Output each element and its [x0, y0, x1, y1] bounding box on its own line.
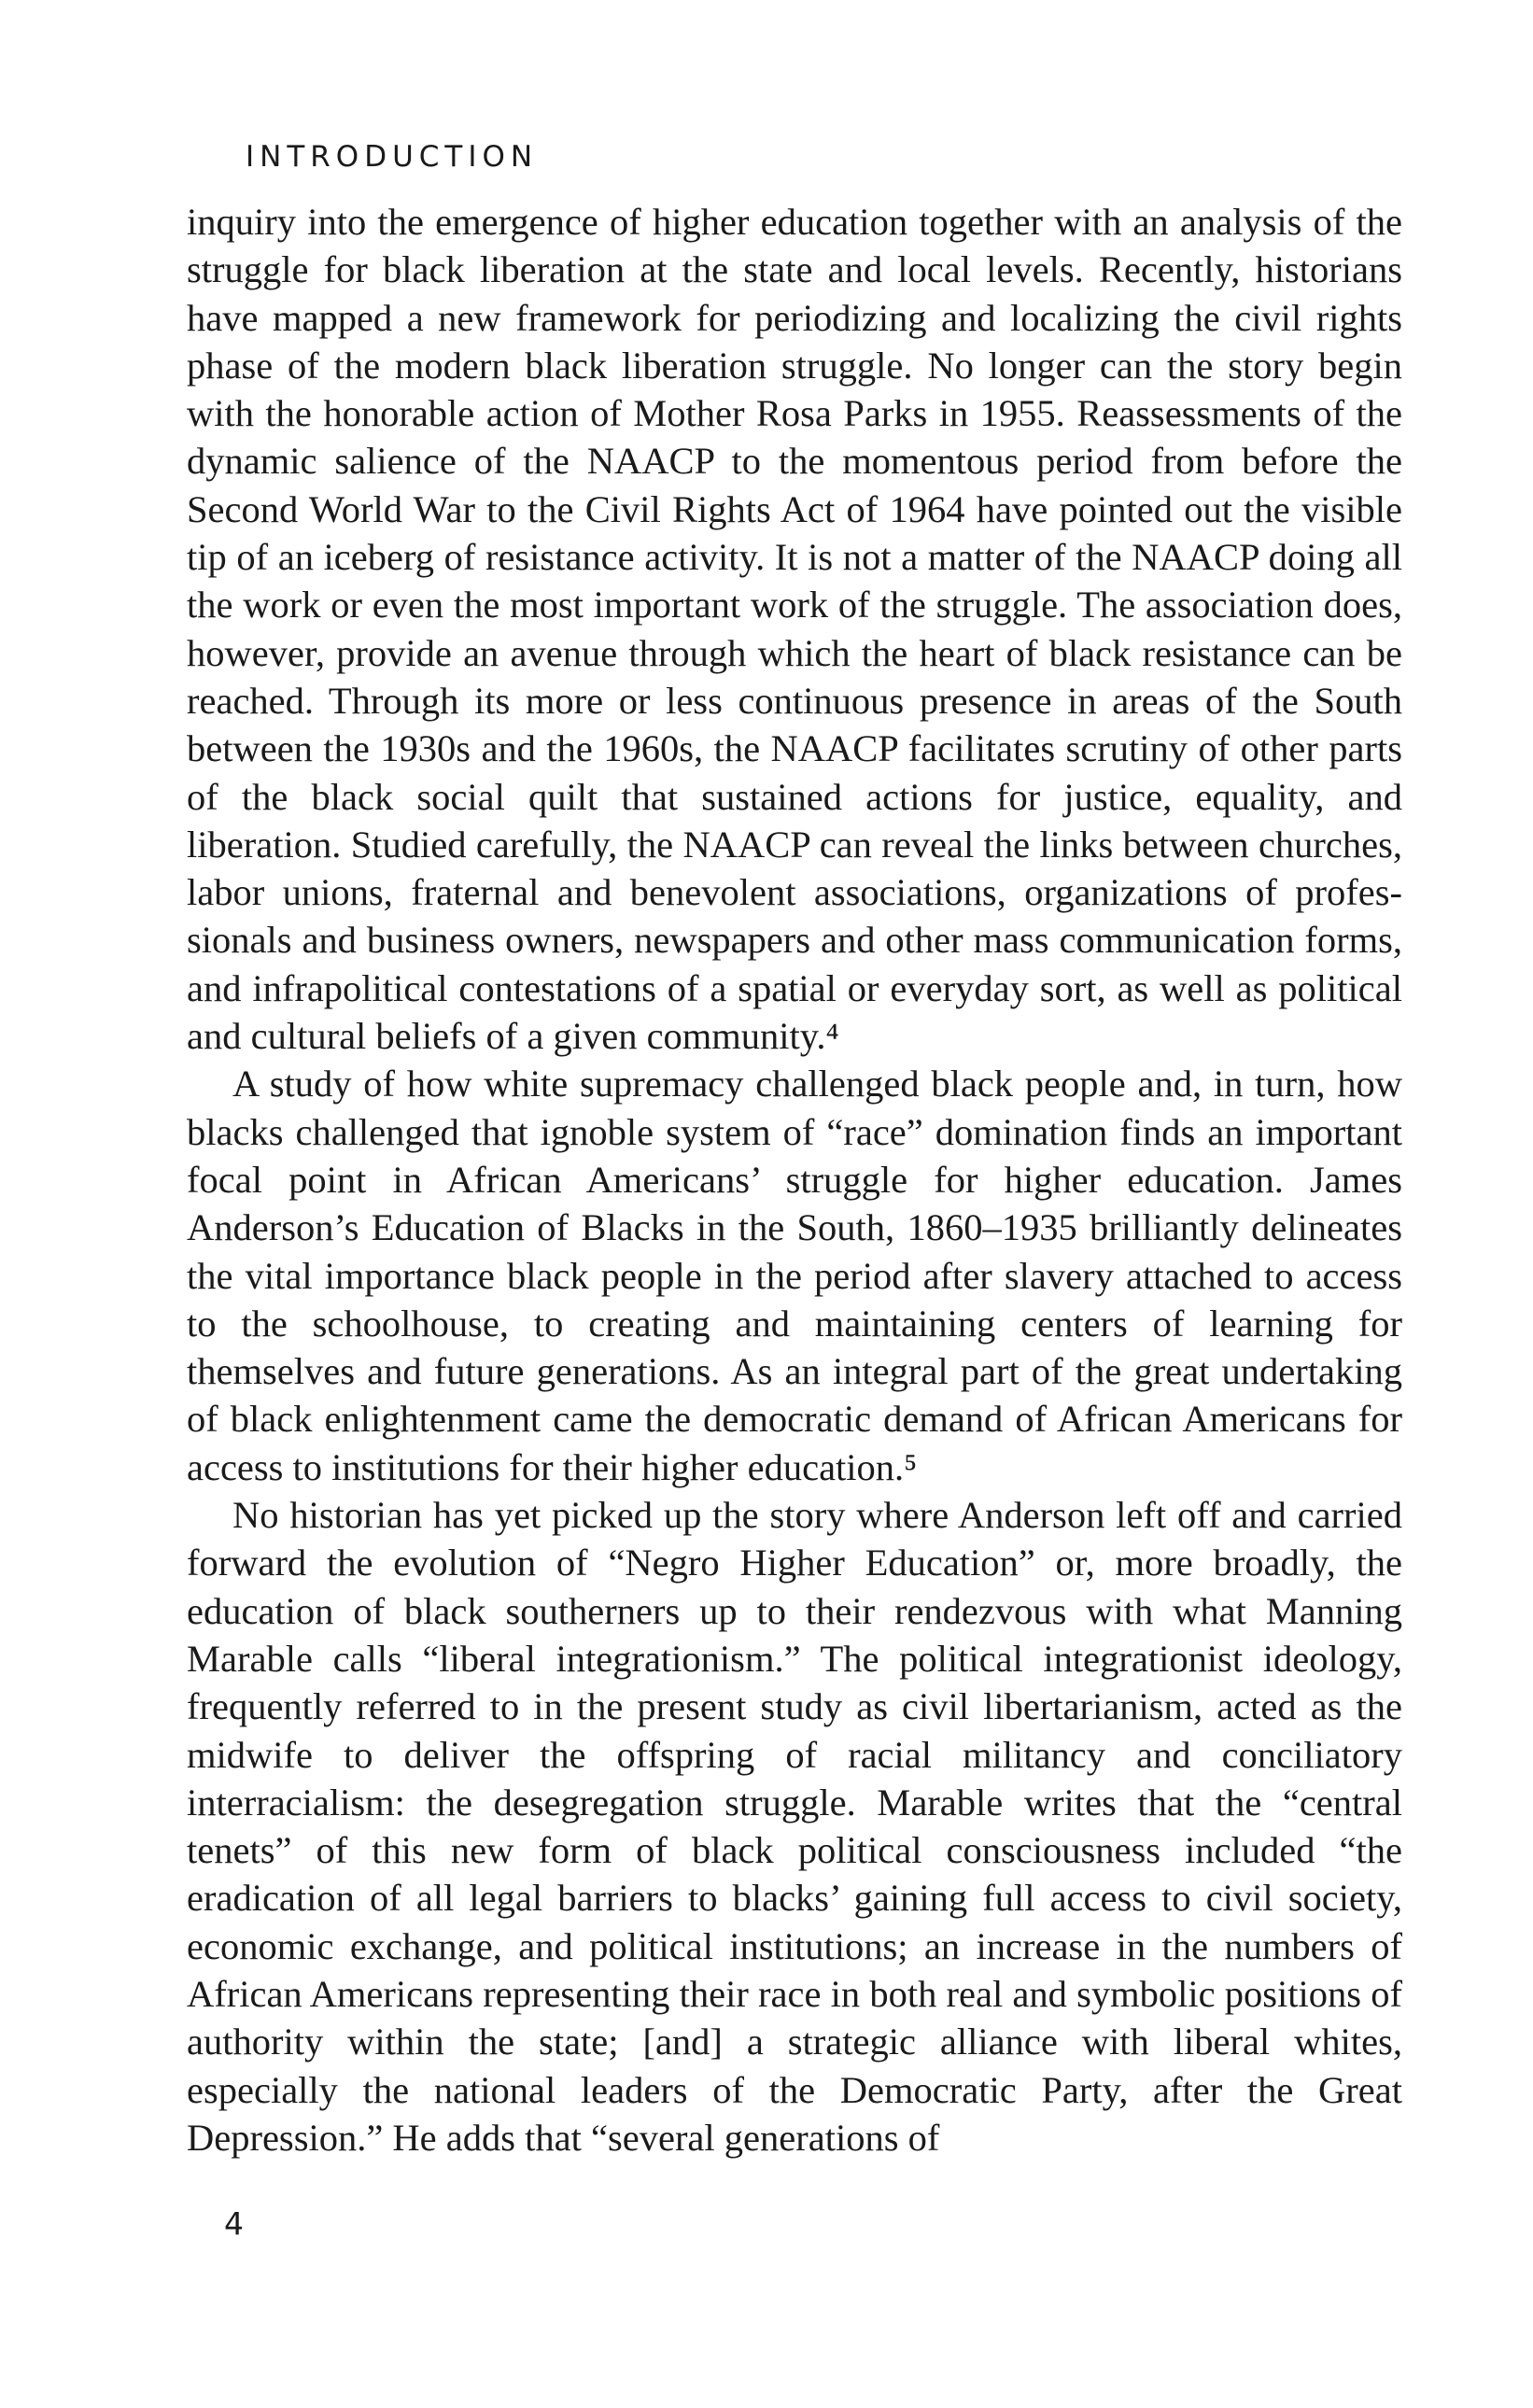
- paragraph-2: A study of how white supremacy challenged black people and, in turn, how blacks challenged that ignoble system of “race” domination finds an important focal point in African Americans’ struggle for higher education. James Anderson’s Education of Blacks in the South, 1860–1935 brilliantly delineates the vital importance black people in the period after slavery attached to access to the schoolhouse, to creating and maintaining centers of learning for themselves and future generations. As an integral part of the great undertaking of black enlightenment came the democratic demand of African Americans for access to institutions for their higher education.⁵: [187, 1063, 1402, 1488]
- paragraph-1: inquiry into the emergence of higher education together with an analysis of the struggle for black liberation at the state and local levels. Recently, historians have mapped a new framework for periodizing and localizing the civil rights phase of the modern black liberation struggle. No longer can the story begin with the honorable action of Mother Rosa Parks in 1955. Reassessments of the dynamic salience of the NAACP to the momentous period from before the Second World War to the Civil Rights Act of 1964 have pointed out the visible tip of an iceberg of resistance activity. It is not a matter of the NAACP doing all the work or even the most important work of the struggle. The association does, however, provide an avenue through which the heart of black resistance can be reached. Through its more or less continuous presence in areas of the South between the 1930s and the 1960s, the NAACP facilitates scrutiny of other parts of the black social quilt that sustained actions for justice, equality, and liberation. Studied carefully, the NAACP can reveal the links between churches, labor unions, fraternal and benevolent associations, organizations of professionals and business owners, newspapers and other mass communication forms, and infrapolitical contestations of a spatial or everyday sort, as well as political and cultural beliefs of a given community.⁴: [187, 201, 1402, 1058]
- running-head: INTRODUCTION: [246, 140, 539, 174]
- page-number: 4: [224, 2205, 244, 2242]
- body-text: [187, 198, 1402, 2162]
- paragraph-3: No historian has yet picked up the story where Anderson left off and carried forward the evolution of “Negro Higher Education” or, more broadly, the education of black southerners up to their rendezvous with what Manning Marable calls “liberal integrationism.” The political integrationist ideology, frequently referred to in the present study as civil libertarianism, acted as the midwife to deliver the offspring of racial militancy and conciliatory interracialism: the desegregation struggle. Marable writes that the “central tenets” of this new form of black political consciousness included “the eradication of all legal barriers to blacks’ gaining full access to civil society, economic exchange, and political institutions; an increase in the numbers of African Americans representing their race in both real and symbolic positions of authority within the state; [and] a strategic alliance with liberal whites, especially the national leaders of the Democratic Party, after the Great Depression.” He adds that “several generations of: [187, 1494, 1402, 2159]
